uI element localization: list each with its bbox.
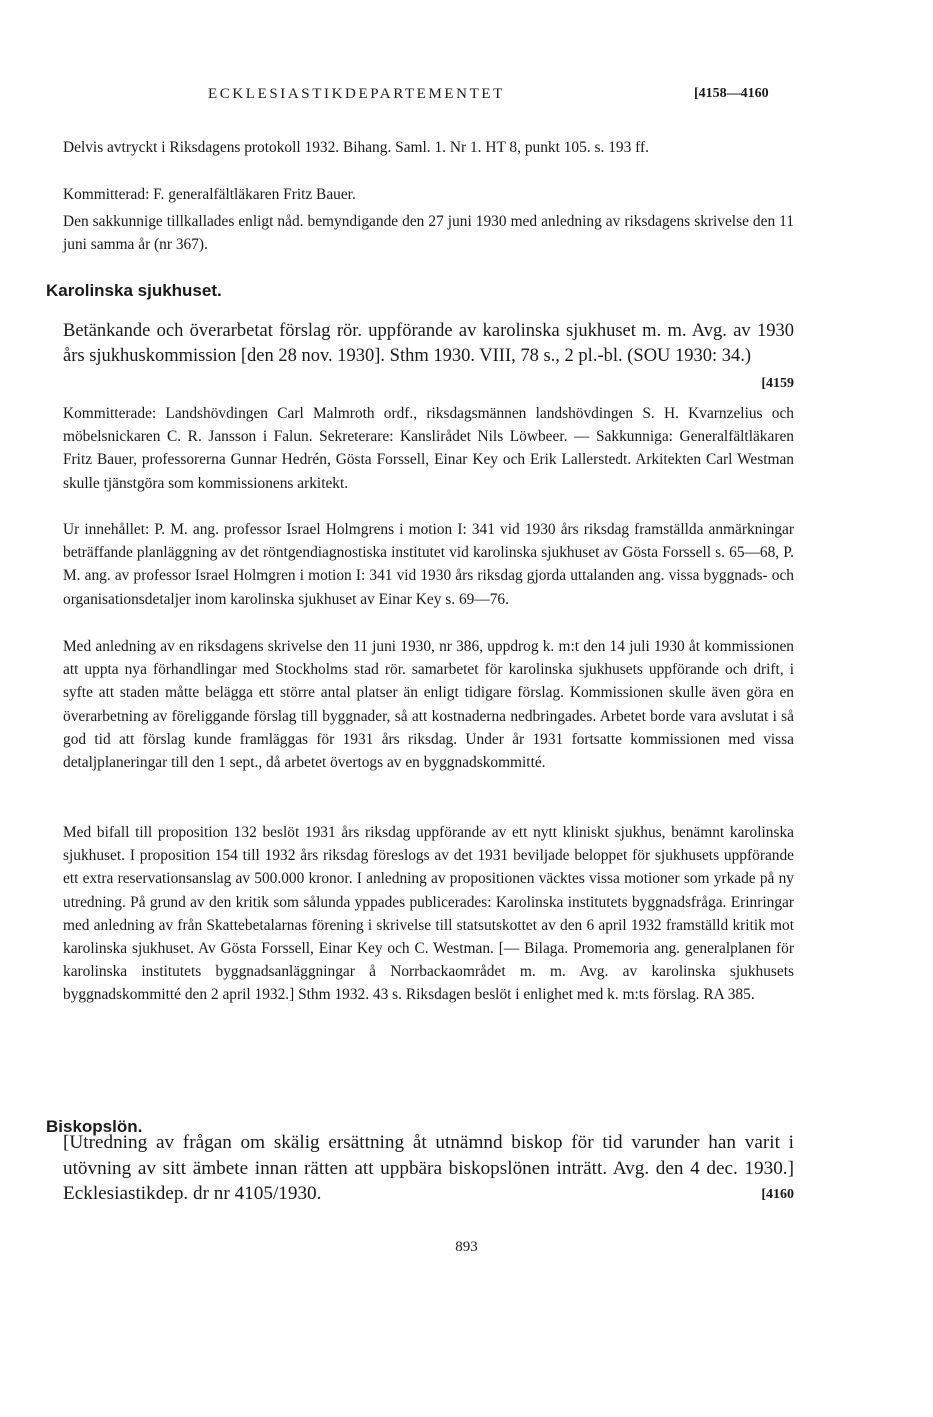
running-header (0, 86, 933, 108)
entry-marker-4159: [4159 (761, 376, 794, 391)
section-heading-karolinska: Karolinska sjukhuset. (46, 281, 222, 300)
department-title: ECKLESIASTIKDEPARTEMENTET (208, 86, 505, 102)
proposition-paragraph: Med bifall till proposition 132 beslöt 1931 års riksdag uppförande av ett nytt kliniskt sjukhus, benämnt karolinska sjukhuset. I proposition 154 till 1932 års riksdag föreslogs av det 1931 beviljade beloppet för sjukhusets uppförande ett extra reservationsanslag av 500.000 kronor. I anledning av propositionen väcktes vissa motioner som yrkade på ny utredning. På grund av den kritik som sålunda yppades publicerades: Karolinska institutets byggnadsfråga. Erinringar med anledning av från Skattebetalarnas förening i skrivelse till statsutskottet av den 6 april 1932 framställd kritik mot karolinska sjukhuset. Av Gösta Forssell, Einar Key och C. Westman. [— Bilaga. Promemoria ang. generalplanen för karolinska institutets byggnadsanläggningar å Norrbackaområdet m. m. Avg. av karolinska sjukhusets byggnadskommitté den 2 april 1932.] Sthm 1932. 43 s. Riksdagen beslöt i enlighet med k. m:ts förslag. RA 385. (63, 824, 794, 1004)
report-title-biskopslon (63, 1130, 794, 1207)
report-title-karolinska (63, 319, 794, 391)
committee-paragraph: Kommitterade: Landshövdingen Carl Malmroth ordf., riksdagsmännen landshövdingen S. H. Kvarnzelius och möbelsnickaren C. R. Jansson i Falun. Sekreterare: Kanslirådet Nils Löwbeer. — Sakkunniga: Generalfältläkaren Fritz Bauer, professorerna Gunnar Hedrén, Gösta Forssell, Einar Key och Erik Lallerstedt. Arkitekten Carl Westman skulle tjänstgöra som kommissionens arkitekt. (63, 405, 794, 492)
page-number: 893 (455, 1239, 478, 1255)
committee-member-paragraph: Kommitterad: F. generalfältläkaren Fritz Bauer. (63, 186, 356, 203)
entry-range: [4158—4160 (694, 86, 769, 101)
appointment-paragraph: Den sakkunnige tillkallades enligt nåd. bemyndigande den 27 juni 1930 med anledning av riksdagens skrivelse den 11 juni samma år (nr 367). (63, 213, 794, 254)
commission-paragraph: Med anledning av en riksdagens skrivelse den 11 juni 1930, nr 386, uppdrog k. m:t den 14 juli 1930 åt kommissionen att uppta nya förhandlingar med Stockholms stad rör. samarbetet för karolinska sjukhusets uppförande och drift, i syfte att staden måtte belägga ett större antal platser än enligt tidigare förslag. Kommissionen skulle även göra en överarbetning av föreliggande förslag till byggnader, så att kostnaderna nedbringades. Arbetet borde vara avslutat i så god tid att förslag kunde framläggas för 1931 års riksdag. Under år 1931 fortsatte kommissionen med vissa detaljplaneringar till den 1 sept., då arbetet övertogs av en byggnadskommitté. (63, 638, 794, 772)
report-title-text: Betänkande och överarbetat förslag rör. uppförande av karolinska sjukhuset m. m. Avg. av 1930 års sjukhuskommission [den 28 nov. 1930]. Sthm 1930. VIII, 78 s., 2 pl.-bl. (SOU 1930: 34.) (63, 321, 794, 366)
contents-paragraph: Ur innehållet: P. M. ang. professor Israel Holmgrens i motion I: 341 vid 1930 års riksdag framställda anmärkningar beträffande planläggning av det röntgendiagnostiska institutet vid karolinska sjukhuset av Gösta Forssell s. 65—68, P. M. ang. av professor Israel Holmgren i motion I: 341 vid 1930 års riksdag gjorda uttalanden ang. vissa byggnads- och organisationsdetaljer inom karolinska sjukhuset av Einar Key s. 69—76. (63, 521, 794, 608)
entry-marker-4160: [4160 (761, 1187, 794, 1202)
biskopslon-title-text: [Utredning av frågan om skälig ersättning åt utnämnd biskop för tid varunder han varit i utövning av sitt ämbete innan rätten att uppbära biskopslönen inträtt. Avg. den 4 dec. 1930.] Ecklesiastikdep. dr nr 4105/1930. (63, 1132, 794, 1204)
section-heading-biskopslon: Biskopslön. (46, 1117, 143, 1136)
source-note-paragraph: Delvis avtryckt i Riksdagens protokoll 1932. Bihang. Saml. 1. Nr 1. HT 8, punkt 105. s. 193 ff. (63, 139, 649, 156)
